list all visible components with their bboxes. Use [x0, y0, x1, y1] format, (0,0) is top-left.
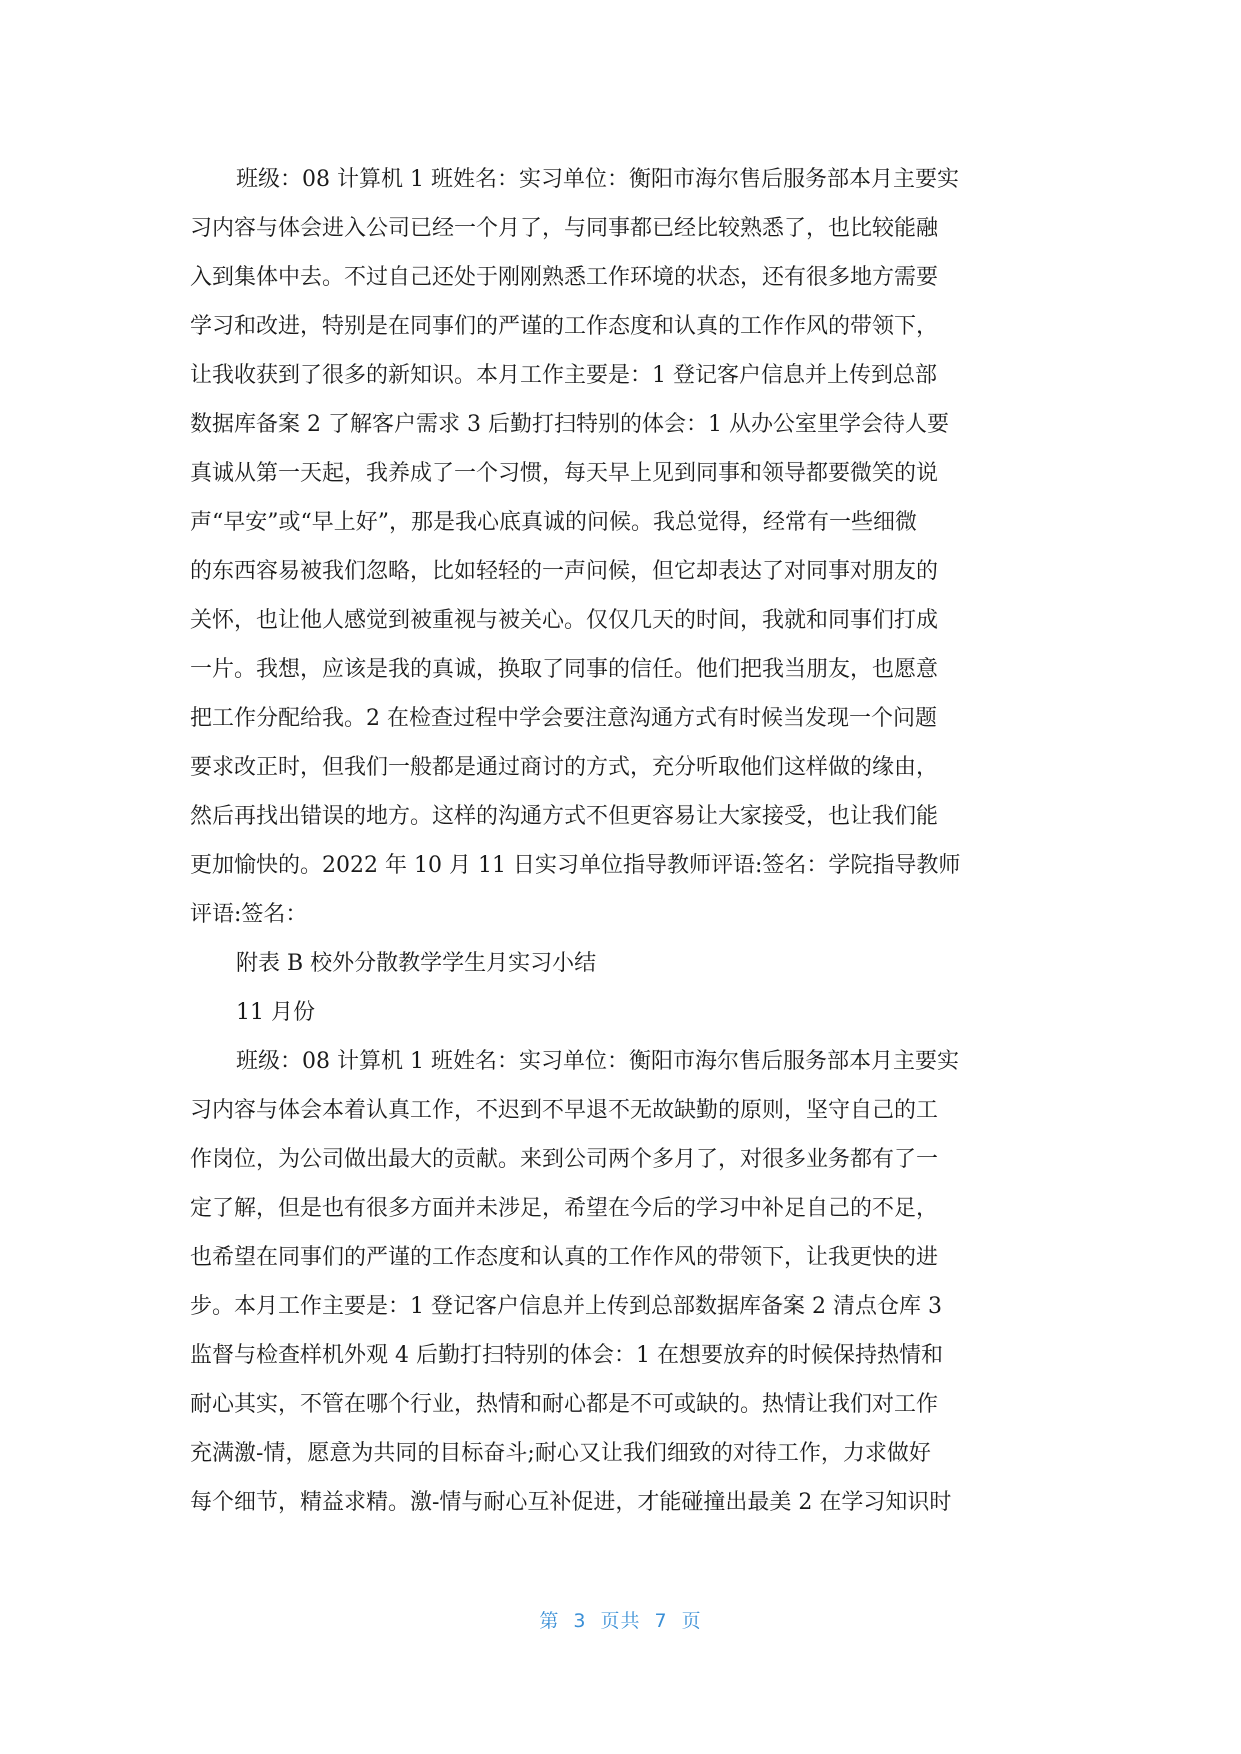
text-line: 作岗位，为公司做出最大的贡献。来到公司两个多月了，对很多业务都有了一 — [190, 1147, 939, 1172]
text-line: 学习和改进，特别是在同事们的严谨的工作态度和认真的工作作风的带领下， — [190, 314, 939, 339]
text-line: 让我收获到了很多的新知识。本月工作主要是：1 登记客户信息并上传到总部 — [190, 363, 937, 388]
text-line: 班级：08 计算机 1 班姓名：实习单位：衡阳市海尔售后服务部本月主要实 — [236, 167, 959, 192]
footer-word-ye: 页 — [681, 1610, 702, 1632]
text-line: 入到集体中去。不过自己还处于刚刚熟悉工作环境的状态，还有很多地方需要 — [190, 265, 939, 290]
footer-word-di: 第 — [539, 1610, 560, 1632]
text-line: 然后再找出错误的地方。这样的沟通方式不但更容易让大家接受，也让我们能 — [190, 804, 939, 829]
text-line: 也希望在同事们的严谨的工作态度和认真的工作作风的带领下，让我更快的进 — [190, 1245, 939, 1270]
text-line: 班级：08 计算机 1 班姓名：实习单位：衡阳市海尔售后服务部本月主要实 — [236, 1049, 959, 1074]
text-line: 要求改正时，但我们一般都是通过商讨的方式，充分听取他们这样做的缘由， — [190, 755, 939, 780]
text-line: 评语:签名： — [190, 902, 308, 927]
text-line: 习内容与体会进入公司已经一个月了，与同事都已经比较熟悉了，也比较能融 — [190, 216, 939, 241]
total-pages: 7 — [654, 1610, 668, 1632]
text-line: 每个细节，精益求精。激-情与耐心互补促进，才能碰撞出最美 2 在学习知识时 — [190, 1490, 952, 1515]
text-line: 一片。我想，应该是我的真诚，换取了同事的信任。他们把我当朋友，也愿意 — [190, 657, 939, 682]
text-line: 把工作分配给我。2 在检查过程中学会要注意沟通方式有时候当发现一个问题 — [190, 706, 937, 731]
text-line: 声“早安”或“早上好”，那是我心底真诚的问候。我总觉得，经常有一些细微 — [190, 510, 917, 535]
text-line: 习内容与体会本着认真工作，不迟到不早退不无故缺勤的原则，坚守自己的工 — [190, 1098, 939, 1123]
text-line: 真诚从第一天起，我养成了一个习惯，每天早上见到同事和领导都要微笑的说 — [190, 461, 939, 486]
page-number: 3 — [573, 1610, 587, 1632]
document-body — [190, 155, 1052, 1527]
text-line: 关怀，也让他人感觉到被重视与被关心。仅仅几天的时间，我就和同事们打成 — [190, 608, 939, 633]
text-line: 步。本月工作主要是：1 登记客户信息并上传到总部数据库备案 2 清点仓库 3 — [190, 1294, 942, 1319]
footer-word-yegong: 页共 — [600, 1610, 641, 1632]
text-line: 附表 B 校外分散教学学生月实习小结 — [236, 951, 597, 976]
text-line: 11 月份 — [236, 1000, 315, 1025]
text-line: 充满激-情，愿意为共同的目标奋斗;耐心又让我们细致的对待工作，力求做好 — [190, 1441, 931, 1466]
text-line: 定了解，但是也有很多方面并未涉足，希望在今后的学习中补足自己的不足， — [190, 1196, 939, 1221]
text-line: 监督与检查样机外观 4 后勤打扫特别的体会：1 在想要放弃的时候保持热情和 — [190, 1343, 943, 1368]
text-line: 耐心其实，不管在哪个行业，热情和耐心都是不可或缺的。热情让我们对工作 — [190, 1392, 939, 1417]
text-line: 数据库备案 2 了解客户需求 3 后勤打扫特别的体会：1 从办公室里学会待人要 — [190, 412, 949, 437]
text-line: 更加愉快的。2022 年 10 月 11 日实习单位指导教师评语:签名：学院指导教师 — [190, 853, 961, 878]
text-line: 的东西容易被我们忽略，比如轻轻的一声问候，但它却表达了对同事对朋友的 — [190, 559, 939, 584]
page-footer — [0, 1606, 1241, 1633]
